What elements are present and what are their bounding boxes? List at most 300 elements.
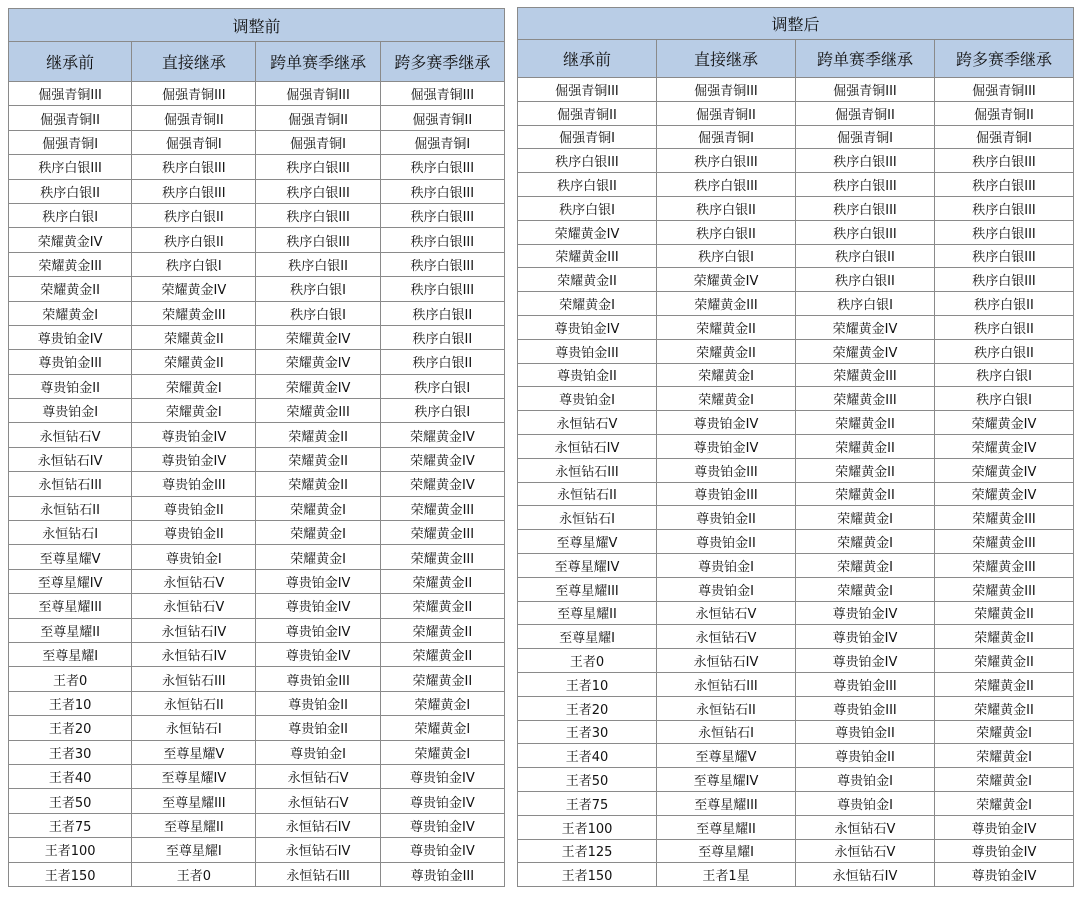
table-cell: 倔强青铜II <box>796 101 935 125</box>
table-cell: 永恒钻石III <box>657 672 796 696</box>
table-cell: 秩序白银III <box>935 149 1074 173</box>
table-row <box>518 434 1074 458</box>
table-cell: 永恒钻石II <box>518 482 657 506</box>
table-title: 调整前 <box>9 9 505 42</box>
table-cell: 荣耀黄金III <box>796 387 935 411</box>
table-row <box>518 173 1074 197</box>
table-cell: 荣耀黄金IV <box>256 350 380 374</box>
table-cell: 尊贵铂金III <box>796 672 935 696</box>
table-cell: 秩序白银III <box>380 228 504 252</box>
table-cell: 秩序白银III <box>518 149 657 173</box>
table-cell: 荣耀黄金IV <box>380 472 504 496</box>
table-cell: 荣耀黄金II <box>935 672 1074 696</box>
table-cell: 秩序白银II <box>132 228 256 252</box>
table-cell: 秩序白银II <box>132 203 256 227</box>
table-before-panel <box>8 8 505 887</box>
table-row <box>9 838 505 862</box>
table-row <box>9 569 505 593</box>
table-cell: 荣耀黄金III <box>380 545 504 569</box>
table-cell: 秩序白银I <box>380 374 504 398</box>
table-cell: 尊贵铂金IV <box>256 569 380 593</box>
table-cell: 秩序白银III <box>935 268 1074 292</box>
table-after <box>517 7 1074 887</box>
table-row <box>518 244 1074 268</box>
table-row <box>9 203 505 227</box>
table-cell: 尊贵铂金IV <box>796 649 935 673</box>
table-cell: 倔强青铜III <box>256 82 380 106</box>
table-cell: 秩序白银I <box>518 196 657 220</box>
table-cell: 尊贵铂金III <box>657 458 796 482</box>
table-cell: 永恒钻石IV <box>256 838 380 862</box>
table-cell: 永恒钻石IV <box>256 813 380 837</box>
table-cell: 尊贵铂金III <box>380 862 504 886</box>
table-cell: 王者125 <box>518 839 657 863</box>
column-header: 跨单赛季继承 <box>796 40 935 78</box>
table-cell: 尊贵铂金III <box>518 339 657 363</box>
table-cell: 荣耀黄金I <box>132 399 256 423</box>
table-cell: 秩序白银I <box>256 277 380 301</box>
table-cell: 王者0 <box>132 862 256 886</box>
table-cell: 荣耀黄金I <box>256 545 380 569</box>
table-cell: 秩序白银III <box>132 179 256 203</box>
table-cell: 荣耀黄金IV <box>9 228 132 252</box>
table-cell: 倔强青铜III <box>657 78 796 102</box>
table-cell: 倔强青铜II <box>657 101 796 125</box>
table-cell: 尊贵铂金IV <box>657 434 796 458</box>
table-cell: 荣耀黄金IV <box>935 482 1074 506</box>
table-cell: 荣耀黄金I <box>380 740 504 764</box>
table-cell: 尊贵铂金III <box>9 350 132 374</box>
table-cell: 秩序白银II <box>380 301 504 325</box>
table-row <box>9 301 505 325</box>
table-cell: 荣耀黄金IV <box>796 339 935 363</box>
table-cell: 秩序白银II <box>518 173 657 197</box>
table-cell: 秩序白银III <box>256 179 380 203</box>
table-cell: 倔强青铜I <box>935 125 1074 149</box>
table-cell: 至尊星耀V <box>9 545 132 569</box>
table-cell: 王者100 <box>518 815 657 839</box>
table-cell: 荣耀黄金III <box>256 399 380 423</box>
table-cell: 永恒钻石III <box>132 667 256 691</box>
table-cell: 尊贵铂金IV <box>380 789 504 813</box>
table-cell: 尊贵铂金IV <box>256 594 380 618</box>
table-cell: 秩序白银III <box>935 244 1074 268</box>
table-cell: 倔强青铜II <box>935 101 1074 125</box>
table-cell: 秩序白银II <box>380 325 504 349</box>
table-cell: 尊贵铂金IV <box>657 411 796 435</box>
table-row <box>9 228 505 252</box>
table-cell: 倔强青铜I <box>657 125 796 149</box>
table-cell: 至尊星耀IV <box>9 569 132 593</box>
table-row <box>518 339 1074 363</box>
table-cell: 倔强青铜I <box>380 130 504 154</box>
table-cell: 荣耀黄金II <box>9 277 132 301</box>
table-cell: 荣耀黄金III <box>935 553 1074 577</box>
table-cell: 倔强青铜I <box>9 130 132 154</box>
table-cell: 荣耀黄金I <box>256 496 380 520</box>
table-cell: 荣耀黄金I <box>657 363 796 387</box>
table-cell: 尊贵铂金I <box>132 545 256 569</box>
table-cell: 尊贵铂金IV <box>380 838 504 862</box>
column-header: 直接继承 <box>132 42 256 82</box>
table-cell: 荣耀黄金IV <box>935 434 1074 458</box>
table-cell: 至尊星耀V <box>518 530 657 554</box>
table-cell: 荣耀黄金II <box>518 268 657 292</box>
table-row <box>518 292 1074 316</box>
table-cell: 永恒钻石II <box>132 691 256 715</box>
table-row <box>9 106 505 130</box>
table-cell: 尊贵铂金IV <box>796 601 935 625</box>
table-cell: 秩序白银III <box>935 196 1074 220</box>
table-row <box>518 601 1074 625</box>
table-cell: 荣耀黄金II <box>256 472 380 496</box>
table-cell: 尊贵铂金IV <box>256 642 380 666</box>
table-cell: 秩序白银III <box>657 173 796 197</box>
table-cell: 秩序白银III <box>256 203 380 227</box>
table-cell: 至尊星耀I <box>518 625 657 649</box>
table-row <box>518 649 1074 673</box>
table-cell: 荣耀黄金III <box>9 252 132 276</box>
table-cell: 秩序白银III <box>796 149 935 173</box>
table-cell: 荣耀黄金III <box>380 521 504 545</box>
table-cell: 秩序白银II <box>935 315 1074 339</box>
table-row <box>9 179 505 203</box>
table-row <box>518 530 1074 554</box>
table-cell: 荣耀黄金I <box>380 691 504 715</box>
table-row <box>518 672 1074 696</box>
table-row <box>518 553 1074 577</box>
table-row <box>9 252 505 276</box>
table-cell: 荣耀黄金II <box>380 569 504 593</box>
table-cell: 荣耀黄金II <box>935 649 1074 673</box>
table-cell: 尊贵铂金IV <box>935 815 1074 839</box>
table-cell: 秩序白银I <box>132 252 256 276</box>
table-cell: 至尊星耀III <box>657 791 796 815</box>
table-title: 调整后 <box>518 8 1074 40</box>
table-cell: 尊贵铂金II <box>657 506 796 530</box>
table-cell: 王者75 <box>518 791 657 815</box>
table-cell: 尊贵铂金I <box>657 553 796 577</box>
table-row <box>9 447 505 471</box>
table-row <box>9 716 505 740</box>
table-cell: 永恒钻石IV <box>132 642 256 666</box>
table-cell: 尊贵铂金IV <box>380 764 504 788</box>
table-cell: 永恒钻石V <box>657 601 796 625</box>
table-cell: 荣耀黄金I <box>796 530 935 554</box>
table-cell: 永恒钻石V <box>796 839 935 863</box>
header-row <box>9 42 505 82</box>
table-cell: 永恒钻石III <box>518 458 657 482</box>
table-cell: 秩序白银I <box>9 203 132 227</box>
table-cell: 尊贵铂金II <box>518 363 657 387</box>
table-cell: 尊贵铂金III <box>132 472 256 496</box>
table-cell: 倔强青铜II <box>132 106 256 130</box>
table-cell: 永恒钻石III <box>256 862 380 886</box>
table-cell: 荣耀黄金I <box>796 553 935 577</box>
table-cell: 秩序白银III <box>796 173 935 197</box>
table-cell: 尊贵铂金II <box>9 374 132 398</box>
table-cell: 至尊星耀III <box>518 577 657 601</box>
table-cell: 秩序白银III <box>935 173 1074 197</box>
table-cell: 倔强青铜II <box>256 106 380 130</box>
table-cell: 荣耀黄金I <box>9 301 132 325</box>
table-cell: 荣耀黄金IV <box>256 374 380 398</box>
table-cell: 倔强青铜III <box>935 78 1074 102</box>
table-cell: 尊贵铂金I <box>796 768 935 792</box>
table-row <box>518 315 1074 339</box>
table-cell: 荣耀黄金II <box>796 482 935 506</box>
column-header: 继承前 <box>9 42 132 82</box>
table-cell: 永恒钻石V <box>132 569 256 593</box>
table-cell: 秩序白银III <box>132 155 256 179</box>
table-row <box>518 506 1074 530</box>
table-row <box>518 791 1074 815</box>
table-body <box>518 78 1074 887</box>
table-cell: 秩序白银III <box>380 179 504 203</box>
table-cell: 尊贵铂金II <box>256 716 380 740</box>
table-cell: 王者10 <box>9 691 132 715</box>
table-cell: 尊贵铂金IV <box>380 813 504 837</box>
table-cell: 荣耀黄金II <box>380 667 504 691</box>
table-cell: 倔强青铜II <box>9 106 132 130</box>
table-cell: 倔强青铜I <box>796 125 935 149</box>
table-cell: 荣耀黄金II <box>796 434 935 458</box>
table-row <box>518 458 1074 482</box>
table-cell: 秩序白银III <box>256 155 380 179</box>
table-cell: 荣耀黄金II <box>657 339 796 363</box>
table-row <box>9 789 505 813</box>
table-cell: 荣耀黄金IV <box>796 315 935 339</box>
table-cell: 秩序白银III <box>256 228 380 252</box>
table-cell: 倔强青铜I <box>256 130 380 154</box>
table-row <box>518 78 1074 102</box>
table-cell: 荣耀黄金I <box>132 374 256 398</box>
table-cell: 荣耀黄金I <box>380 716 504 740</box>
table-cell: 王者30 <box>9 740 132 764</box>
table-cell: 秩序白银III <box>380 203 504 227</box>
table-cell: 秩序白银III <box>9 155 132 179</box>
table-row <box>9 496 505 520</box>
table-before <box>8 8 505 887</box>
table-cell: 永恒钻石III <box>9 472 132 496</box>
table-row <box>9 472 505 496</box>
table-after-panel <box>517 7 1073 887</box>
table-cell: 倔强青铜III <box>518 78 657 102</box>
table-cell: 荣耀黄金II <box>256 423 380 447</box>
table-cell: 荣耀黄金I <box>256 521 380 545</box>
table-row <box>518 768 1074 792</box>
table-cell: 永恒钻石V <box>518 411 657 435</box>
table-cell: 尊贵铂金IV <box>256 618 380 642</box>
table-row <box>9 155 505 179</box>
table-cell: 荣耀黄金IV <box>256 325 380 349</box>
table-cell: 荣耀黄金IV <box>935 411 1074 435</box>
column-header: 直接继承 <box>657 40 796 78</box>
table-cell: 永恒钻石V <box>256 764 380 788</box>
table-cell: 王者75 <box>9 813 132 837</box>
table-cell: 尊贵铂金II <box>796 720 935 744</box>
table-row <box>518 220 1074 244</box>
table-cell: 尊贵铂金II <box>132 496 256 520</box>
table-cell: 永恒钻石II <box>9 496 132 520</box>
table-cell: 王者30 <box>518 720 657 744</box>
table-cell: 永恒钻石V <box>256 789 380 813</box>
table-cell: 永恒钻石V <box>657 625 796 649</box>
table-cell: 荣耀黄金II <box>380 594 504 618</box>
table-cell: 尊贵铂金IV <box>796 625 935 649</box>
table-cell: 尊贵铂金II <box>657 530 796 554</box>
table-row <box>9 642 505 666</box>
table-cell: 至尊星耀V <box>657 744 796 768</box>
table-row <box>518 815 1074 839</box>
table-cell: 秩序白银II <box>657 220 796 244</box>
table-cell: 荣耀黄金II <box>132 350 256 374</box>
table-cell: 尊贵铂金IV <box>935 863 1074 887</box>
table-cell: 秩序白银II <box>256 252 380 276</box>
table-cell: 至尊星耀III <box>9 594 132 618</box>
table-cell: 尊贵铂金IV <box>518 315 657 339</box>
table-row <box>9 399 505 423</box>
table-cell: 尊贵铂金I <box>657 577 796 601</box>
table-cell: 荣耀黄金II <box>380 642 504 666</box>
table-cell: 尊贵铂金II <box>132 521 256 545</box>
table-cell: 至尊星耀II <box>9 618 132 642</box>
table-cell: 荣耀黄金IV <box>132 277 256 301</box>
table-cell: 尊贵铂金IV <box>9 325 132 349</box>
table-row <box>9 764 505 788</box>
table-cell: 至尊星耀II <box>518 601 657 625</box>
table-cell: 至尊星耀II <box>132 813 256 837</box>
table-cell: 永恒钻石IV <box>657 649 796 673</box>
table-cell: 至尊星耀I <box>9 642 132 666</box>
table-row <box>518 696 1074 720</box>
table-cell: 尊贵铂金I <box>9 399 132 423</box>
table-cell: 荣耀黄金II <box>935 625 1074 649</box>
table-cell: 至尊星耀I <box>132 838 256 862</box>
column-header: 继承前 <box>518 40 657 78</box>
table-cell: 王者150 <box>9 862 132 886</box>
column-header: 跨多赛季继承 <box>935 40 1074 78</box>
table-cell: 荣耀黄金III <box>935 530 1074 554</box>
table-cell: 秩序白银III <box>935 220 1074 244</box>
table-cell: 尊贵铂金IV <box>935 839 1074 863</box>
table-row <box>518 268 1074 292</box>
table-row <box>518 101 1074 125</box>
table-cell: 秩序白银I <box>935 363 1074 387</box>
table-row <box>9 277 505 301</box>
table-row <box>9 82 505 106</box>
table-cell: 至尊星耀IV <box>657 768 796 792</box>
table-cell: 尊贵铂金III <box>256 667 380 691</box>
column-header: 跨单赛季继承 <box>256 42 380 82</box>
table-row <box>518 839 1074 863</box>
table-cell: 荣耀黄金II <box>380 618 504 642</box>
column-header: 跨多赛季继承 <box>380 42 504 82</box>
table-row <box>9 813 505 837</box>
table-row <box>9 667 505 691</box>
table-cell: 荣耀黄金II <box>935 601 1074 625</box>
table-cell: 秩序白银I <box>380 399 504 423</box>
table-cell: 至尊星耀I <box>657 839 796 863</box>
table-cell: 倔强青铜III <box>132 82 256 106</box>
table-cell: 永恒钻石I <box>132 716 256 740</box>
table-cell: 荣耀黄金III <box>380 496 504 520</box>
table-cell: 尊贵铂金II <box>796 744 935 768</box>
table-row <box>518 363 1074 387</box>
table-cell: 尊贵铂金III <box>796 696 935 720</box>
table-cell: 永恒钻石V <box>132 594 256 618</box>
table-cell: 王者20 <box>9 716 132 740</box>
table-row <box>9 740 505 764</box>
table-cell: 荣耀黄金IV <box>935 458 1074 482</box>
table-body <box>9 82 505 887</box>
table-cell: 至尊星耀V <box>132 740 256 764</box>
table-cell: 荣耀黄金II <box>657 315 796 339</box>
table-cell: 至尊星耀II <box>657 815 796 839</box>
table-cell: 荣耀黄金III <box>518 244 657 268</box>
table-row <box>9 130 505 154</box>
table-cell: 尊贵铂金III <box>657 482 796 506</box>
table-cell: 永恒钻石IV <box>132 618 256 642</box>
table-cell: 荣耀黄金I <box>935 791 1074 815</box>
table-cell: 荣耀黄金IV <box>657 268 796 292</box>
table-cell: 倔强青铜II <box>380 106 504 130</box>
table-cell: 秩序白银III <box>380 252 504 276</box>
table-cell: 尊贵铂金I <box>518 387 657 411</box>
table-row <box>518 720 1074 744</box>
table-cell: 尊贵铂金II <box>256 691 380 715</box>
table-cell: 至尊星耀III <box>132 789 256 813</box>
table-cell: 秩序白银I <box>657 244 796 268</box>
table-cell: 倔强青铜III <box>796 78 935 102</box>
table-row <box>518 577 1074 601</box>
table-cell: 王者1星 <box>657 863 796 887</box>
table-row <box>518 863 1074 887</box>
table-cell: 秩序白银III <box>796 196 935 220</box>
table-cell: 秩序白银III <box>796 220 935 244</box>
table-cell: 荣耀黄金III <box>132 301 256 325</box>
table-cell: 秩序白银II <box>796 244 935 268</box>
table-cell: 荣耀黄金IV <box>380 447 504 471</box>
table-cell: 倔强青铜I <box>132 130 256 154</box>
table-cell: 永恒钻石I <box>9 521 132 545</box>
table-cell: 荣耀黄金III <box>935 506 1074 530</box>
table-cell: 永恒钻石V <box>796 815 935 839</box>
table-cell: 王者40 <box>9 764 132 788</box>
table-cell: 永恒钻石V <box>9 423 132 447</box>
table-cell: 荣耀黄金I <box>935 744 1074 768</box>
table-cell: 秩序白银II <box>380 350 504 374</box>
table-cell: 荣耀黄金III <box>796 363 935 387</box>
table-cell: 永恒钻石I <box>518 506 657 530</box>
table-cell: 永恒钻石I <box>657 720 796 744</box>
table-cell: 荣耀黄金I <box>935 768 1074 792</box>
table-cell: 永恒钻石IV <box>9 447 132 471</box>
table-cell: 秩序白银II <box>657 196 796 220</box>
table-cell: 尊贵铂金IV <box>132 447 256 471</box>
table-cell: 王者0 <box>518 649 657 673</box>
table-cell: 尊贵铂金I <box>256 740 380 764</box>
table-row <box>9 691 505 715</box>
table-cell: 倔强青铜II <box>518 101 657 125</box>
table-row <box>518 125 1074 149</box>
table-cell: 王者50 <box>9 789 132 813</box>
table-row <box>518 625 1074 649</box>
table-row <box>518 196 1074 220</box>
table-cell: 王者150 <box>518 863 657 887</box>
table-cell: 秩序白银II <box>935 339 1074 363</box>
table-cell: 永恒钻石IV <box>518 434 657 458</box>
